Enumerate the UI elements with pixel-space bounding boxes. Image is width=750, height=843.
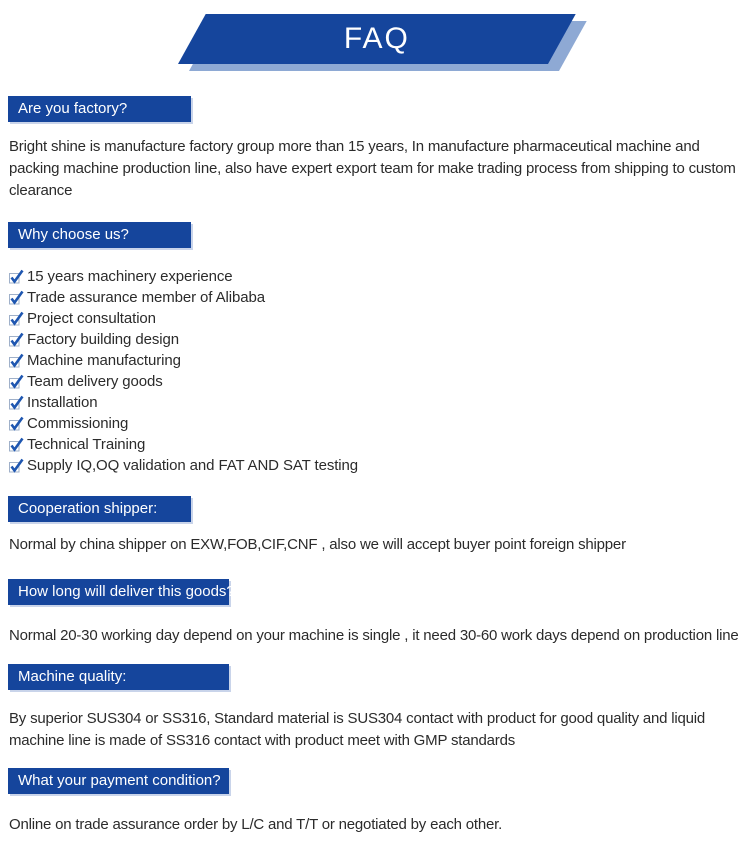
checklist: [8, 266, 750, 476]
section-title: Are you factory?: [18, 100, 128, 117]
checklist-item: [8, 413, 750, 434]
checklist-item-label: Supply IQ,OQ validation and FAT AND SAT testing: [27, 457, 359, 474]
checklist-item: [8, 308, 750, 329]
section-title: Cooperation shipper:: [18, 500, 158, 517]
checklist-item-label: Project consultation: [27, 310, 156, 327]
checklist-item: [8, 350, 750, 371]
checkmark-icon: [8, 458, 24, 474]
checkmark-icon: [8, 311, 24, 327]
checkmark-icon: [8, 395, 24, 411]
checklist-item-label: Trade assurance member of Alibaba: [27, 289, 265, 306]
checklist-item: [8, 329, 750, 350]
section-header-payment-condition: [8, 768, 229, 794]
section-header-are-you-factory: [8, 96, 191, 122]
checklist-item: [8, 371, 750, 392]
checklist-item: [8, 266, 750, 287]
section-body-are-you-factory: Bright shine is manufacture factory group more than 15 years, In manufacture pharmaceutical machine and packing machine production line, also have expert export team for make trading process from shipping to custom clearance: [9, 138, 736, 199]
checklist-item-label: Team delivery goods: [27, 373, 163, 390]
checklist-item: [8, 455, 750, 476]
checkmark-icon: [8, 290, 24, 306]
section-title: Machine quality:: [18, 668, 127, 685]
section-header-why-choose-us: [8, 222, 191, 248]
section-header-delivery-time: [8, 579, 235, 605]
checkmark-icon: [8, 353, 24, 369]
checkmark-icon: [8, 332, 24, 348]
section-header-cooperation-shipper: [8, 496, 191, 522]
section-title: How long will deliver this goods?: [18, 583, 235, 600]
checklist-item-label: Commissioning: [27, 415, 129, 432]
section-title: Why choose us?: [18, 226, 129, 243]
checkmark-icon: [8, 269, 24, 285]
checklist-item: [8, 392, 750, 413]
banner-title: FAQ: [343, 22, 410, 55]
checklist-item-label: Factory building design: [27, 331, 179, 348]
section-title: What your payment condition?: [18, 772, 221, 789]
faq-banner: [0, 0, 750, 78]
checklist-item: [8, 287, 750, 308]
section-header-machine-quality: [8, 664, 229, 690]
checklist-item-label: Machine manufacturing: [27, 352, 181, 369]
section-body-payment-condition: Online on trade assurance order by L/C and T/T or negotiated by each other.: [9, 816, 503, 833]
checkmark-icon: [8, 374, 24, 390]
banner-ribbon: [178, 14, 576, 64]
checklist-item-label: Installation: [27, 394, 98, 411]
checklist-item-label: 15 years machinery experience: [27, 268, 233, 285]
checklist-item: [8, 434, 750, 455]
section-body-cooperation-shipper: Normal by china shipper on EXW,FOB,CIF,CNF , also we will accept buyer point foreign shipper: [9, 536, 626, 553]
checkmark-icon: [8, 416, 24, 432]
section-body-machine-quality: By superior SUS304 or SS316, Standard material is SUS304 contact with product for good quality and liquid machine line is made of SS316 contact with product meet with GMP standards: [9, 710, 706, 749]
section-body-delivery-time: Normal 20-30 working day depend on your machine is single , it need 30-60 work days depend on production line: [9, 627, 739, 644]
checkmark-icon: [8, 437, 24, 453]
checklist-item-label: Technical Training: [27, 436, 146, 453]
